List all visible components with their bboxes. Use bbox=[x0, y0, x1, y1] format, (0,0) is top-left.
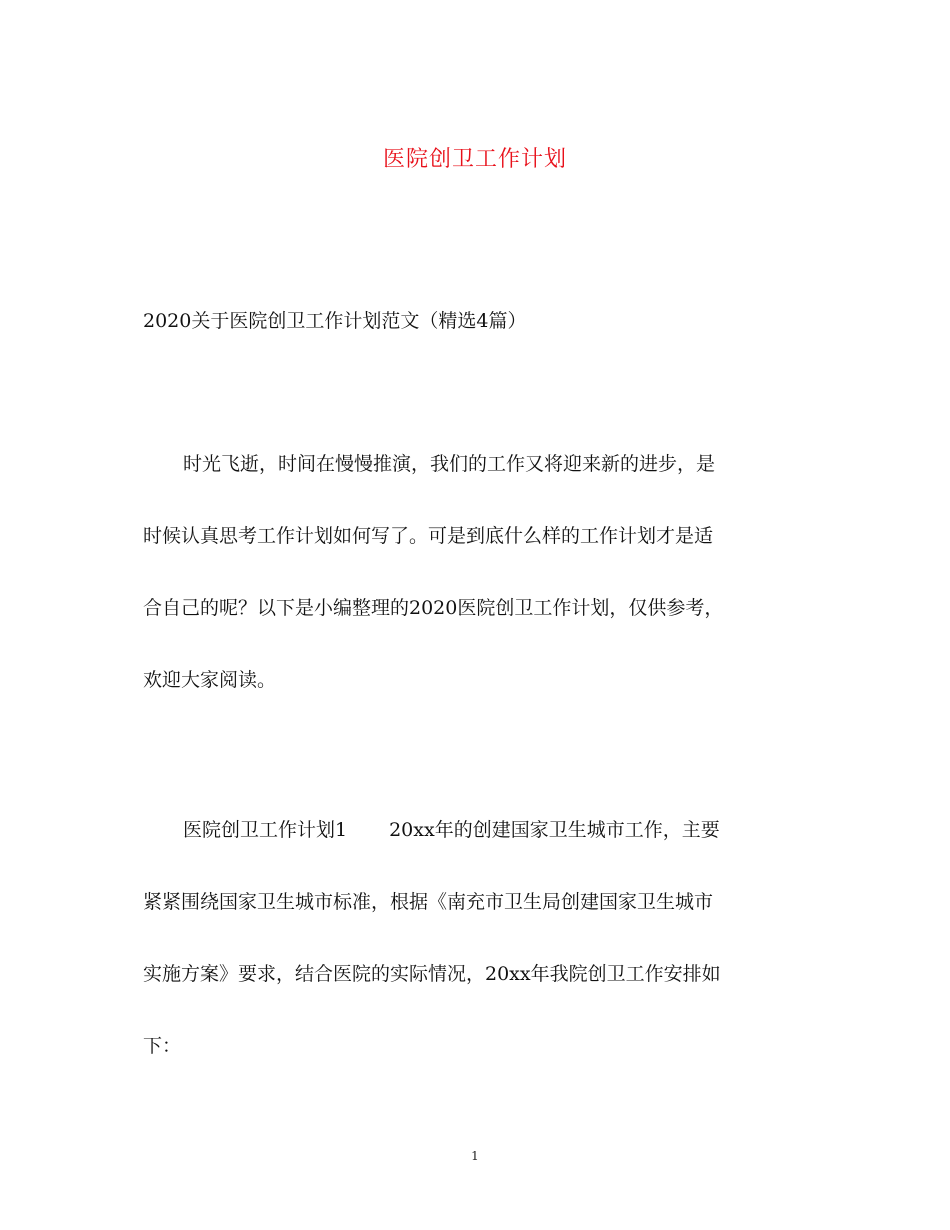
document-subtitle: 2020关于医院创卫工作计划范文（精选4篇） bbox=[143, 310, 527, 332]
intro-line: 欢迎大家阅读。 bbox=[143, 669, 277, 691]
intro-line: 合自己的呢？以下是小编整理的2020医院创卫工作计划，仅供参考， bbox=[143, 597, 724, 619]
section-1-heading: 医院创卫工作计划1 bbox=[183, 819, 348, 841]
section-1-line: 下： bbox=[143, 1035, 182, 1057]
section-1-line: 实施方案》要求，结合医院的实际情况，20xx年我院创卫工作安排如 bbox=[143, 963, 721, 985]
section-1-first-line bbox=[143, 794, 803, 866]
intro-line: 时候认真思考工作计划如何写了。可是到底什么样的工作计划才是适 bbox=[143, 525, 714, 547]
page-number: 1 bbox=[471, 1149, 479, 1163]
intro-paragraph bbox=[143, 428, 803, 716]
intro-line: 时光飞逝，时间在慢慢推演，我们的工作又将迎来新的进步，是 bbox=[183, 453, 716, 475]
section-1-paragraph bbox=[143, 794, 803, 1082]
section-1-line: 紧紧围绕国家卫生城市标准，根据《南充市卫生局创建国家卫生城市 bbox=[143, 891, 714, 913]
section-1-first-text: 20xx年的创建国家卫生城市工作，主要 bbox=[389, 819, 720, 841]
document-title: 医院创卫工作计划 bbox=[382, 147, 567, 172]
